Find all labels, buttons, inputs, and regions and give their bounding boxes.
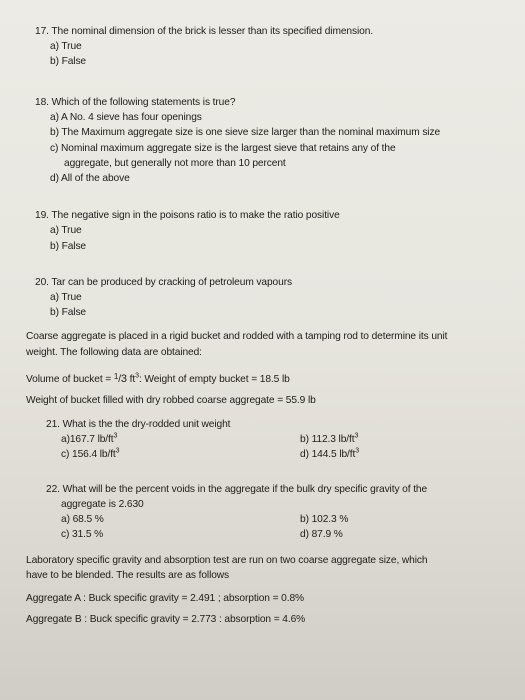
q21-option-d: d) 144.5 $lb/ft^3$ [300, 447, 360, 460]
q18-option-b: b) The Maximum aggregate size is one sieve size larger than the nominal maximum size [50, 127, 441, 138]
q18-option-a: a) A No. 4 sieve has four openings [50, 112, 202, 123]
question-18: 18. Which of the following statements is true? [35, 97, 236, 108]
aggregate-a-line: Aggregate A : Buck specific gravity = 2.491 ; absorption = 0.8% [26, 593, 304, 604]
lab-test-line-1: Laboratory specific gravity and absorption test are run on two coarse aggregate size, which [26, 555, 428, 566]
q19-option-a: a) True [50, 225, 82, 236]
q17-option-a: a) True [50, 41, 82, 52]
q22-option-c: c) 31.5 % [61, 529, 104, 540]
q22-option-a: a) 68.5 % [61, 514, 104, 525]
bucket-volume-line: Volume of bucket = $^1$/3 $ft^3$: Weight of empty bucket = 18.5 lb [26, 372, 290, 385]
filled-bucket-weight-line: Weight of bucket filled with dry robbed coarse aggregate = 55.9 lb [26, 395, 316, 406]
q20-option-b: b) False [50, 307, 87, 318]
q18-option-c: c) Nominal maximum aggregate size is the largest sieve that retains any of the [50, 143, 396, 154]
q19-option-b: b) False [50, 241, 87, 252]
question-22-continued: aggregate is 2.630 [61, 499, 144, 510]
problem-intro-line-2: weight. The following data are obtained: [26, 347, 202, 358]
q18-option-c-continued: aggregate, but generally not more than 10 percent [64, 158, 286, 169]
q20-option-a: a) True [50, 292, 82, 303]
q18-option-d: d) All of the above [50, 173, 130, 184]
lab-test-line-2: have to be blended. The results are as follows [26, 570, 230, 581]
question-22: 22. What will be the percent voids in the aggregate if the bulk dry specific gravity of the [46, 484, 428, 495]
q21-option-b: b) 112.3 $lb/ft^3$ [300, 432, 359, 445]
question-20: 20. Tar can be produced by cracking of petroleum vapours [35, 277, 292, 288]
q21-option-c: c) 156.4 $lb/ft^3$ [61, 447, 120, 460]
problem-intro-line-1: Coarse aggregate is placed in a rigid bucket and rodded with a tamping rod to determine its unit [26, 331, 448, 342]
question-17: 17. The nominal dimension of the brick is lesser than its specified dimension. [35, 26, 373, 37]
q21-option-a: a)167.7 $lb/ft^3$ [61, 432, 118, 445]
q22-option-b: b) 102.3 % [300, 514, 349, 525]
question-19: 19. The negative sign in the poisons ratio is to make the ratio positive [35, 210, 340, 221]
question-21: 21. What is the the dry-rodded unit weight [46, 419, 231, 430]
aggregate-b-line: Aggregate B : Buck specific gravity = 2.773 : absorption = 4.6% [26, 614, 306, 625]
fraction-one-third: $^1$/3 [113, 372, 127, 385]
q22-option-d: d) 87.9 % [300, 529, 343, 540]
q17-option-b: b) False [50, 56, 87, 67]
